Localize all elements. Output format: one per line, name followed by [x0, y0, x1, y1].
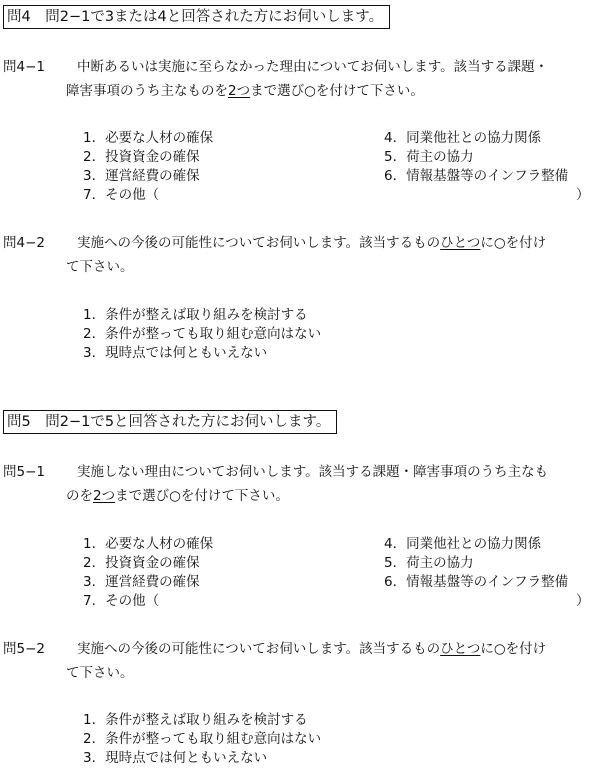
option-item[interactable]: 5．荷主の協力 [384, 149, 474, 165]
question-number: 問4−1 [3, 59, 45, 75]
question-text-line1: 実施しない理由についてお伺いします。該当する課題・障害事項のうち主なも [77, 464, 549, 480]
emphasis-text: ひとつ [440, 235, 481, 251]
option-item[interactable]: 1．条件が整えば取り組みを検討する [83, 712, 308, 728]
question-text-line1: 中断あるいは実施に至らなかった理由についてお伺いします。該当する課題・ [77, 59, 549, 75]
question-number: 問5−2 [3, 641, 45, 657]
question-text: のを [66, 488, 93, 504]
option-item[interactable]: 4．同業他社との協力関係 [384, 536, 542, 552]
question-text: まで選び○を付けて下さい。 [250, 83, 424, 99]
option-item[interactable]: 1．条件が整えば取り組みを検討する [83, 307, 308, 323]
question-text-line1 [77, 234, 546, 252]
question-text: 実施への今後の可能性についてお伺いします。該当するもの [77, 235, 441, 251]
emphasis-text: 2つ [228, 83, 251, 99]
question-text: 障害事項のうち主なものを [66, 83, 228, 99]
question-text-line1 [77, 640, 546, 658]
question-number: 問4−2 [3, 235, 45, 251]
option-item[interactable]: 3．運営経費の確保 [83, 168, 200, 184]
option-item[interactable]: 2．投資資金の確保 [83, 149, 200, 165]
option-item[interactable]: 6．情報基盤等のインフラ整備 [384, 574, 569, 590]
question-text-line2 [66, 82, 424, 100]
option-item[interactable]: 1．必要な人材の確保 [83, 130, 214, 146]
option-item[interactable]: 3．現時点では何ともいえない [83, 750, 268, 766]
section5-header: 問5 問2−1で5と回答された方にお伺いします。 [3, 410, 337, 434]
question-text: まで選び○を付けて下さい。 [115, 488, 289, 504]
question-text-line2: て下さい。 [66, 259, 134, 275]
section4-header: 問4 問2−1で3または4と回答された方にお伺いします。 [3, 5, 390, 29]
option-item[interactable]: 1．必要な人材の確保 [83, 536, 214, 552]
option-item-other[interactable]: 7．その他（ [83, 593, 160, 609]
question-text: に○を付け [480, 641, 547, 657]
option-item[interactable]: 5．荷主の協力 [384, 555, 474, 571]
option-item-other[interactable]: 7．その他（ [83, 187, 160, 203]
option-item[interactable]: 3．現時点では何ともいえない [83, 345, 268, 361]
close-paren: ） [576, 593, 590, 609]
option-item[interactable]: 3．運営経費の確保 [83, 574, 200, 590]
question-text: 実施への今後の可能性についてお伺いします。該当するもの [77, 641, 441, 657]
option-item[interactable]: 4．同業他社との協力関係 [384, 130, 542, 146]
question-text-line2: て下さい。 [66, 665, 134, 681]
emphasis-text: 2つ [93, 488, 116, 504]
close-paren: ） [576, 187, 590, 203]
question-text-line2 [66, 487, 289, 505]
option-item[interactable]: 6．情報基盤等のインフラ整備 [384, 168, 569, 184]
question-number: 問5−1 [3, 464, 45, 480]
emphasis-text: ひとつ [440, 641, 481, 657]
option-item[interactable]: 2．投資資金の確保 [83, 555, 200, 571]
option-item[interactable]: 2．条件が整っても取り組む意向はない [83, 731, 322, 747]
option-item[interactable]: 2．条件が整っても取り組む意向はない [83, 326, 322, 342]
question-text: に○を付け [480, 235, 547, 251]
